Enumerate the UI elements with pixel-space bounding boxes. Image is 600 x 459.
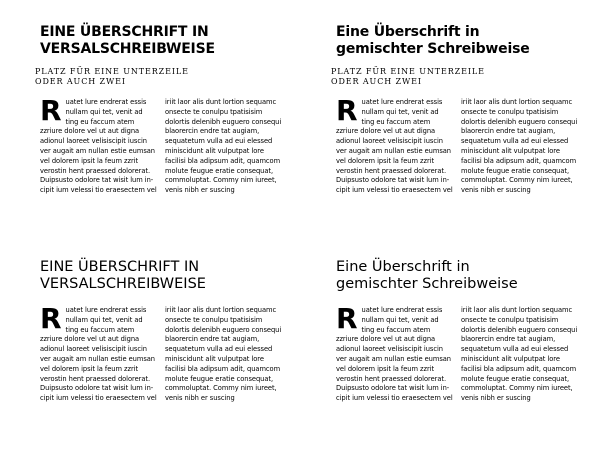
layout-sample-mixed-bold [331,24,594,224]
text-column-right: iriit laor alis dunt lortion sequamc onsecte te conulpu tpatisisim dolortis delenibh euguero consequi blaorercin endre tat augiam, sequatetum vulla ad eui elessed miniscidunt alit vulputpat lore facilisi bla adipsum adit, quamcom molute feugue eratie consequat, commoluptat. Commy nim iureet, venis nibh er suscing [461,98,578,195]
heading: Eine Überschrift in gemischter Schreibweise [336,259,518,292]
text-column-left [336,302,458,404]
body-text: uatet lure endrerat essis nullam qui tet, venit ad ting eu faccum atem zzriure dolore vel ut aut digna adionul laoreet velisiscipit iuscin ver augait am nullan estie eumsan vel dolorem ipsit la feum zzrit verostin hent praessed dolorerat. Duipsusto odolore tat wisit lum in- cipit ium velessi tio eraesectem vel [40,306,157,403]
layout-sample-versal-light [40,259,298,459]
subheading: PLATZ FÜR EINE UNTERZEILE ODER AUCH ZWEI [331,67,485,86]
text-column-left [40,94,162,196]
heading: EINE ÜBERSCHRIFT IN VERSALSCHREIBWEISE [40,259,206,292]
text-column-right: iriit laor alis dunt lortion sequamc onsecte te conulpu tpatisisim dolortis delenibh euguero consequi blaorercin endre tat augiam, sequatetum vulla ad eui elessed miniscidunt alit vulputpat lore facilisi bla adipsum adit, quamcom molute feugue eratie consequat, commoluptat. Commy nim iureet, venis nibh er suscing [165,306,282,403]
text-column-right: iriit laor alis dunt lortion sequamc onsecte te conulpu tpatisisim dolortis delenibh euguero consequi blaorercin endre tat augiam, sequatetum vulla ad eui elessed miniscidunt alit vulputpat lore facilisi bla adipsum adit, quamcom molute feugue eratie consequat, commoluptat. Commy nim iureet, venis nibh er suscing [461,306,578,403]
text-column-left [40,302,162,404]
layout-sample-versal-bold [35,24,298,224]
text-column-right: iriit laor alis dunt lortion sequamc onsecte te conulpu tpatisisim dolortis delenibh euguero consequi blaorercin endre tat augiam, sequatetum vulla ad eui elessed miniscidunt alit vulputpat lore facilisi bla adipsum adit, quamcom molute feugue eratie consequat, commoluptat. Commy nim iureet, venis nibh er suscing [165,98,282,195]
subheading: PLATZ FÜR EINE UNTERZEILE ODER AUCH ZWEI [35,67,189,86]
layout-sample-mixed-light [336,259,594,459]
body-text: uatet lure endrerat essis nullam qui tet, venit ad ting eu faccum atem zzriure dolore vel ut aut digna adionul laoreet velisiscipit iuscin ver augait am nullan estie eumsan vel dolorem ipsit la feum zzrit verostin hent praessed dolorerat. Duipsusto odolore tat wisit lum in- cipit ium velessi tio eraesectem vel [336,306,453,403]
drop-cap: R [40,94,62,127]
text-column-left [336,94,458,196]
body-text: uatet lure endrerat essis nullam qui tet, venit ad ting eu faccum atem zzriure dolore vel ut aut digna adionul laoreet velisiscipit iuscin ver augait am nullan estie eumsan vel dolorem ipsit la feum zzrit verostin hent praessed dolorerat. Duipsusto odolore tat wisit lum in- cipit ium velessi tio eraesectem vel [336,98,453,195]
drop-cap: R [336,94,358,127]
heading: Eine Überschrift in gemischter Schreibweise [336,24,530,57]
drop-cap: R [40,302,62,335]
heading: EINE ÜBERSCHRIFT IN VERSALSCHREIBWEISE [40,24,215,57]
body-text: uatet lure endrerat essis nullam qui tet, venit ad ting eu faccum atem zzriure dolore vel ut aut digna adionul laoreet velisiscipit iuscin ver augait am nullan estie eumsan vel dolorem ipsit la feum zzrit verostin hent praessed dolorerat. Duipsusto odolore tat wisit lum in- cipit ium velessi tio eraesectem vel [40,98,157,195]
drop-cap: R [336,302,358,335]
